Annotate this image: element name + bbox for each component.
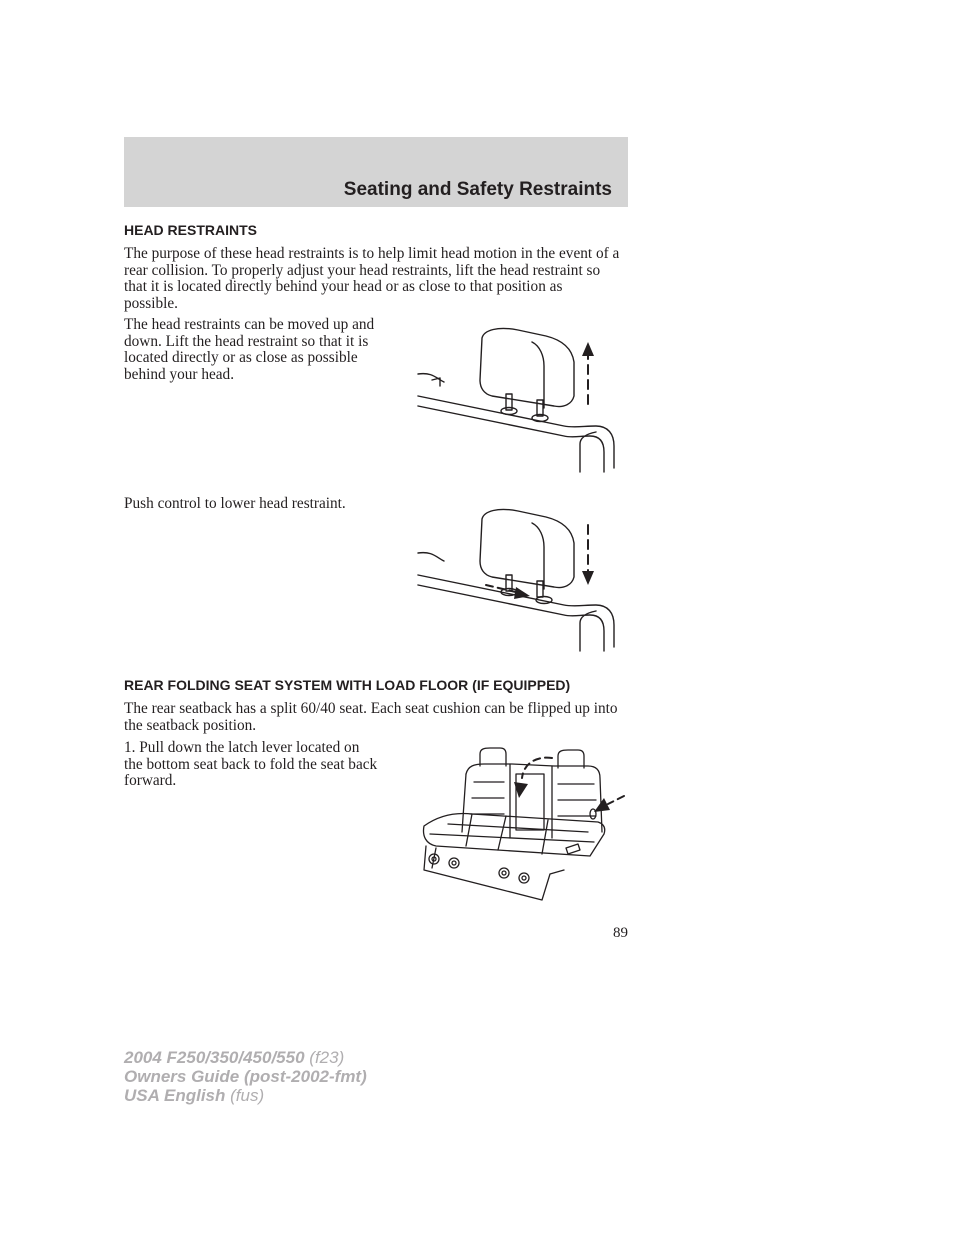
head-restraint-raise-illustration bbox=[414, 322, 624, 477]
head-restraint-lower-illustration bbox=[414, 505, 624, 655]
rear-seat-intro: The rear seatback has a split 60/40 seat. Each seat cushion can be flipped up into the seatback position. bbox=[124, 700, 618, 734]
section-title: Seating and Safety Restraints bbox=[343, 179, 612, 200]
rear-folding-seat-heading: REAR FOLDING SEAT SYSTEM WITH LOAD FLOOR (IF EQUIPPED) bbox=[124, 677, 571, 693]
lower-instruction: Push control to lower head restraint. bbox=[124, 495, 346, 512]
head-restraints-intro: The purpose of these head restraints is to help limit head motion in the event of a rear collision. To properly adjust your head restraints, lift the head restraint so that it is located directly behind your head or as close to that position as possible. bbox=[124, 245, 620, 312]
rear-folding-seat-illustration bbox=[418, 742, 632, 904]
head-restraints-heading: HEAD RESTRAINTS bbox=[124, 222, 258, 238]
footer-language: USA English bbox=[124, 1086, 226, 1105]
footer-language-code: (fus) bbox=[230, 1086, 265, 1105]
page-number: 89 bbox=[613, 925, 628, 941]
header-band bbox=[124, 137, 628, 207]
footer-model: 2004 F250/350/450/550 bbox=[124, 1048, 305, 1067]
step-1-instruction: 1. Pull down the latch lever located on the bottom seat back to fold the seat back forward. bbox=[124, 739, 378, 789]
footer-model-code: (f23) bbox=[309, 1048, 345, 1067]
raise-instruction: The head restraints can be moved up and down. Lift the head restraint so that it is located directly or as close as possible behind your head. bbox=[124, 316, 375, 383]
footer-guide: Owners Guide (post-2002-fmt) bbox=[124, 1067, 367, 1086]
document-footer bbox=[124, 1048, 367, 1105]
